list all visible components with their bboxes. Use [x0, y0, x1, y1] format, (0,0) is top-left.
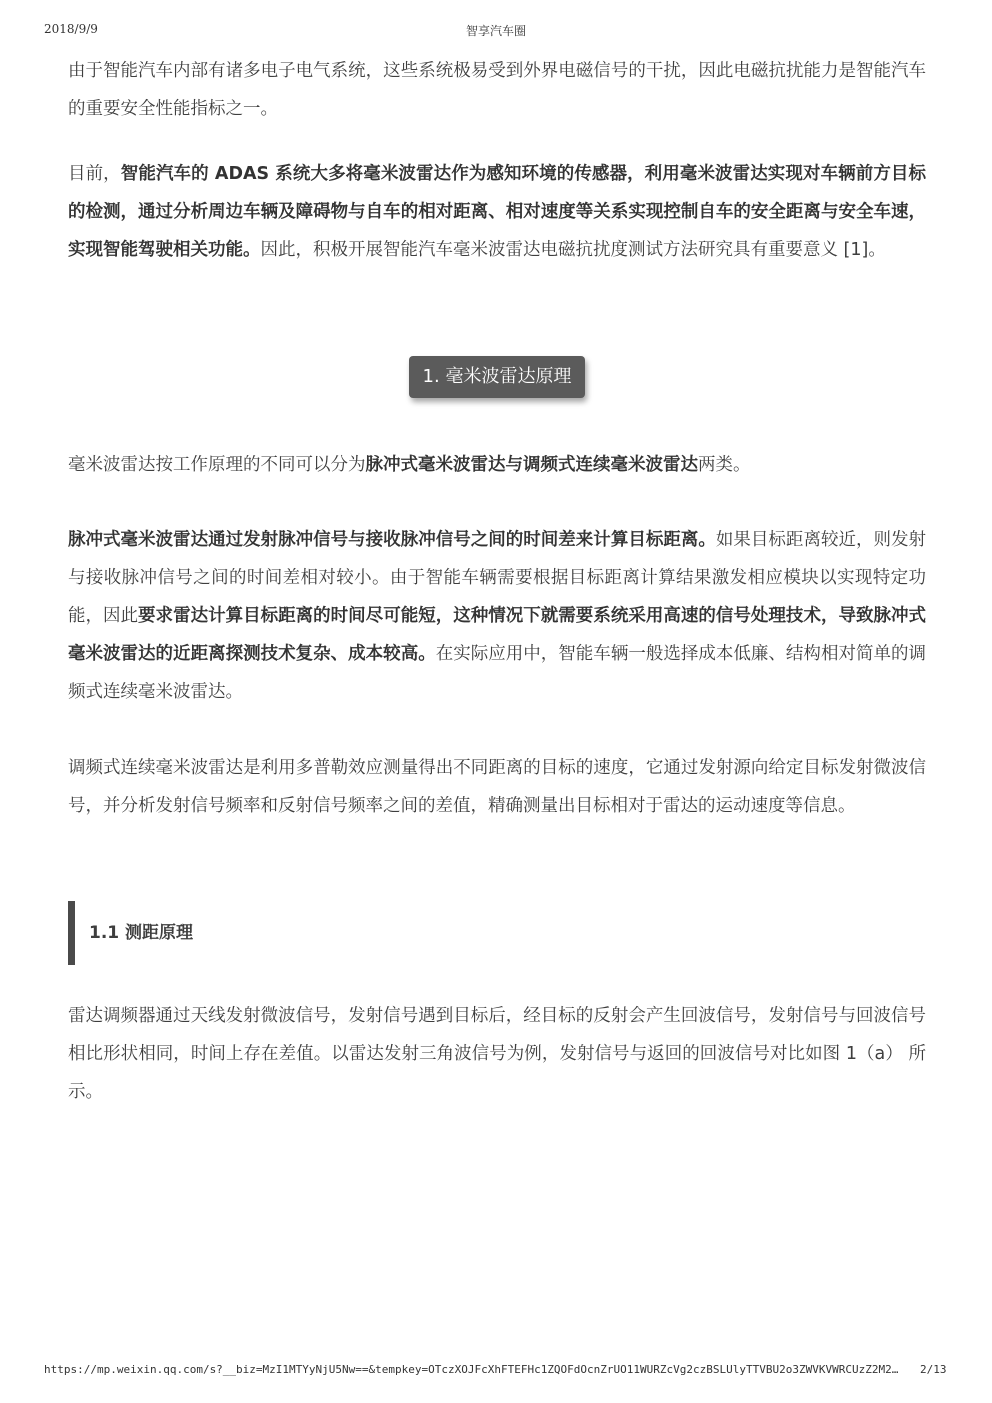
paragraph-pulse-radar-bold1: 脉冲式毫米波雷达通过发射脉冲信号与接收脉冲信号之间的时间差来计算目标距离。 [68, 530, 716, 550]
header-date: 2018/9/9 [44, 22, 98, 36]
header-site-title: 智享汽车圈 [465, 24, 526, 38]
footer-url: https://mp.weixin.qq.com/s?__biz=MzI1MTYyNjU5Nw==&tempkey=OTczXOJFcXhFTEFHc1ZQOFdOcnZrUO11WURZcVg2czBSLUlyTTVBU2o3ZWVKVWRCUzZ2M2… [44, 1363, 899, 1376]
paragraph-adas [68, 155, 926, 269]
paragraph-pulse-radar-tail: 在实际应用中，智能车辆一般选择成本低廉、结构相对简单的调频式连续毫米波雷达。 [68, 644, 926, 702]
paragraph-fmcw-radar: 调频式连续毫米波雷达是利用多普勒效应测量得出不同距离的目标的速度，它通过发射源向给定目标发射微波信号，并分析发射信号频率和反射信号频率之间的差值，精确测量出目标相对于雷达的运动速度等信息。 [68, 758, 926, 816]
paragraph-radar-types [68, 446, 926, 484]
footer-page-number: 2/13 [920, 1363, 947, 1376]
paragraph-adas-lead: 目前， [68, 164, 121, 184]
paragraph-radar-types-bold: 脉冲式毫米波雷达与调频式连续毫米波雷达 [365, 455, 698, 475]
article-body [68, 52, 926, 1111]
paragraph-intro: 由于智能汽车内部有诸多电子电气系统，这些系统极易受到外界电磁信号的干扰，因此电磁抗扰能力是智能汽车的重要安全性能指标之一。 [68, 61, 926, 119]
paragraph-pulse-radar-bold2: 要求雷达计算目标距离的时间尽可能短，这种情况下就需要系统采用高速的信号处理技术，导致脉冲式毫米波雷达的近距离探测技术复杂、成本较高。 [68, 606, 927, 664]
paragraph-adas-tail: 因此，积极开展智能汽车毫米波雷达电磁抗扰度测试方法研究具有重要意义 [1]。 [260, 240, 886, 260]
section-heading-badge: 1. 毫米波雷达原理 [409, 356, 586, 398]
paragraph-radar-types-lead: 毫米波雷达按工作原理的不同可以分为 [68, 455, 366, 475]
subsection-heading: 1.1 测距原理 [68, 901, 926, 965]
section-heading-wrap [68, 356, 926, 398]
paragraph-adas-bold: 智能汽车的 ADAS 系统大多将毫米波雷达作为感知环境的传感器，利用毫米波雷达实现对车辆前方目标的检测，通过分析周边车辆及障碍物与自车的相对距离、相对速度等关系实现控制自车的安全距离与安全车速，实现智能驾驶相关功能。 [68, 164, 927, 260]
paragraph-radar-types-tail: 两类。 [698, 455, 751, 475]
paragraph-ranging: 雷达调频器通过天线发射微波信号，发射信号遇到目标后，经目标的反射会产生回波信号，发射信号与回波信号相比形状相同，时间上存在差值。以雷达发射三角波信号为例，发射信号与返回的回波信号对比如图 1（a） 所示。 [68, 1006, 926, 1102]
paragraph-pulse-radar-mid: 如果目标距离较近，则发射与接收脉冲信号之间的时间差相对较小。由于智能车辆需要根据目标距离计算结果激发相应模块以实现特定功能，因此 [68, 530, 927, 626]
paragraph-pulse-radar [68, 521, 926, 711]
